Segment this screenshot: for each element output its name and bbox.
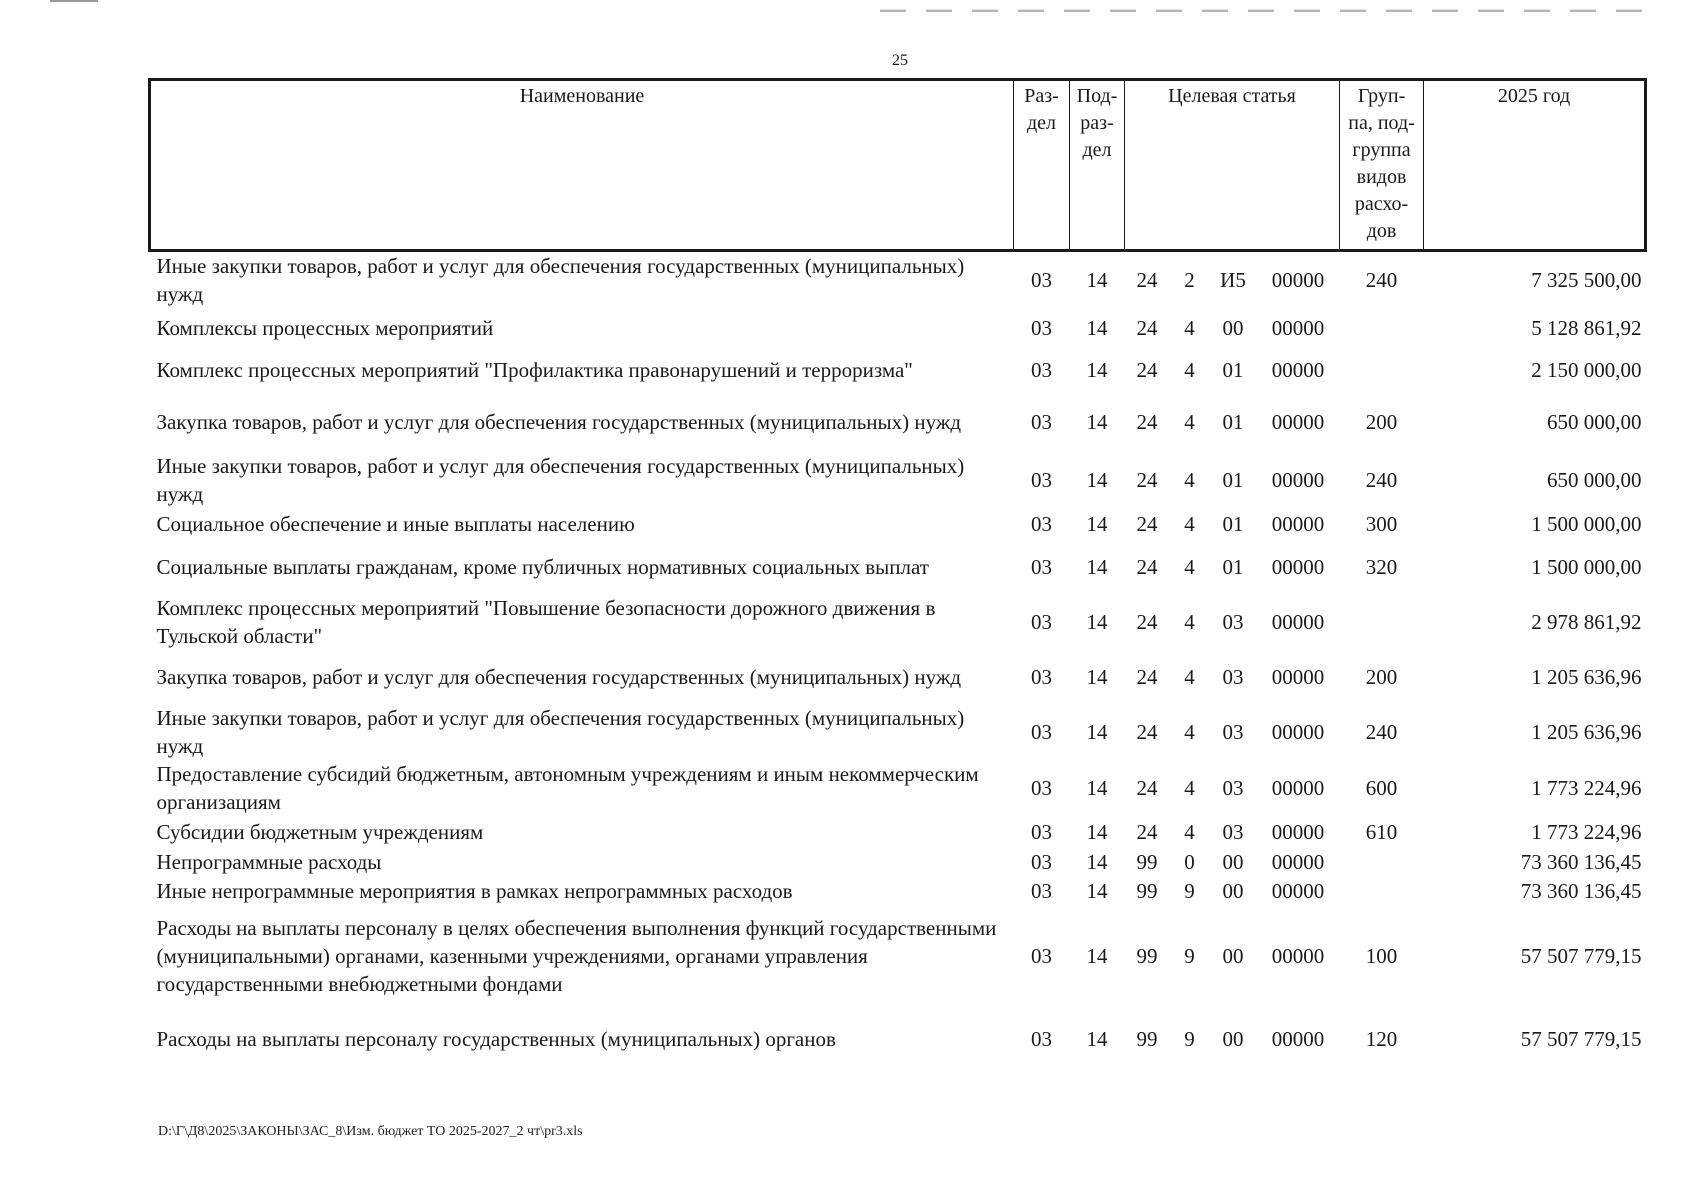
row-podrazdel: 14: [1086, 316, 1108, 340]
row-cs-direction: 00000: [1271, 665, 1325, 689]
table-row: [150, 876, 1646, 906]
row-cs-group: 01: [1222, 555, 1244, 579]
row-cs-group: 00: [1222, 1027, 1244, 1051]
row-cs-program: 24: [1136, 358, 1158, 382]
table-row: [150, 704, 1646, 760]
row-cs-type: 4: [1184, 358, 1195, 382]
row-cs-type: 0: [1184, 850, 1195, 874]
header-podrazdel: Под- раз- дел: [1070, 80, 1125, 251]
row-amount: 1 773 224,96: [1531, 776, 1642, 800]
row-amount: 1 205 636,96: [1531, 665, 1642, 689]
row-amount: 73 360 136,45: [1520, 879, 1642, 903]
row-cs-group: 01: [1222, 358, 1244, 382]
row-cs-type: 4: [1184, 720, 1195, 744]
row-podrazdel: 14: [1086, 410, 1108, 434]
row-name: Иные закупки товаров, работ и услуг для обеспечения государственных (муниципальных) нужд: [156, 254, 965, 306]
row-name: Предоставление субсидий бюджетным, автономным учреждениям и иным некоммерческим организациям: [156, 762, 979, 814]
row-cs-group: 03: [1222, 720, 1244, 744]
row-cs-direction: 00000: [1271, 468, 1325, 492]
row-vid-rashodov: 200: [1365, 665, 1398, 689]
row-cs-program: 24: [1136, 316, 1158, 340]
table-header: [150, 80, 1646, 251]
row-cs-program: 24: [1136, 268, 1158, 292]
row-name: Социальное обеспечение и иные выплаты населению: [156, 512, 635, 536]
row-amount: 1 773 224,96: [1531, 820, 1642, 844]
row-cs-group: И5: [1220, 268, 1246, 292]
row-podrazdel: 14: [1086, 358, 1108, 382]
row-name: Комплексы процессных мероприятий: [156, 316, 494, 340]
row-name: Субсидии бюджетным учреждениям: [156, 820, 484, 844]
row-amount: 2 978 861,92: [1531, 610, 1642, 634]
row-cs-program: 24: [1136, 665, 1158, 689]
row-razdel: 03: [1031, 316, 1052, 340]
header-name: Наименование: [150, 80, 1014, 251]
row-razdel: 03: [1031, 665, 1052, 689]
row-podrazdel: 14: [1086, 879, 1108, 903]
row-name: Социальные выплаты гражданам, кроме публичных нормативных социальных выплат: [156, 555, 929, 579]
header-celevaya-statya: Целевая статья: [1125, 80, 1340, 251]
header-razdel: Раз- дел: [1014, 80, 1070, 251]
row-cs-group: 01: [1222, 468, 1244, 492]
row-amount: 2 150 000,00: [1531, 358, 1642, 382]
row-cs-program: 24: [1136, 720, 1158, 744]
row-cs-group: 01: [1222, 512, 1244, 536]
row-podrazdel: 14: [1086, 944, 1108, 968]
row-amount: 73 360 136,45: [1520, 850, 1642, 874]
row-cs-program: 99: [1136, 879, 1158, 903]
row-cs-group: 01: [1222, 410, 1244, 434]
budget-table: [148, 78, 1647, 1072]
header-gruppa-vidov: Груп- па, под- группа видов расхо- дов: [1340, 80, 1424, 251]
row-amount: 1 500 000,00: [1531, 555, 1642, 579]
row-cs-program: 24: [1136, 610, 1158, 634]
table-row: [150, 308, 1646, 348]
row-cs-type: 2: [1184, 268, 1195, 292]
row-cs-direction: 00000: [1271, 776, 1325, 800]
row-vid-rashodov: 320: [1365, 555, 1398, 579]
row-vid-rashodov: 240: [1365, 720, 1398, 744]
row-name: Непрограммные расходы: [156, 850, 382, 874]
row-vid-rashodov: 120: [1365, 1027, 1398, 1051]
row-podrazdel: 14: [1086, 268, 1108, 292]
row-cs-group: 00: [1222, 316, 1244, 340]
row-cs-direction: 00000: [1271, 850, 1325, 874]
row-razdel: 03: [1031, 720, 1052, 744]
row-vid-rashodov: [1340, 876, 1424, 906]
row-vid-rashodov: 300: [1365, 512, 1398, 536]
row-vid-rashodov: [1340, 594, 1424, 650]
page-number: 25: [892, 52, 908, 69]
row-cs-group: 03: [1222, 820, 1244, 844]
row-cs-direction: 00000: [1271, 610, 1325, 634]
row-podrazdel: 14: [1086, 610, 1108, 634]
row-vid-rashodov: 100: [1365, 944, 1398, 968]
row-razdel: 03: [1031, 879, 1052, 903]
table-row: [150, 760, 1646, 816]
table-row: [150, 392, 1646, 452]
table-row: [150, 348, 1646, 392]
row-razdel: 03: [1031, 268, 1052, 292]
row-cs-program: 24: [1136, 820, 1158, 844]
row-cs-type: 9: [1184, 944, 1195, 968]
row-cs-type: 4: [1184, 610, 1195, 634]
row-cs-type: 4: [1184, 776, 1195, 800]
row-cs-type: 9: [1184, 1027, 1195, 1051]
row-razdel: 03: [1031, 1027, 1052, 1051]
table-row: [150, 816, 1646, 848]
row-cs-program: 99: [1136, 850, 1158, 874]
row-vid-rashodov: 200: [1365, 410, 1398, 434]
scan-artifact-dashes: [880, 0, 1660, 16]
table-row: [150, 540, 1646, 594]
row-cs-program: 99: [1136, 1027, 1158, 1051]
row-cs-direction: 00000: [1271, 358, 1325, 382]
table-row: [150, 1006, 1646, 1072]
row-amount: 650 000,00: [1547, 410, 1642, 434]
row-vid-rashodov: [1340, 348, 1424, 392]
row-cs-direction: 00000: [1271, 820, 1325, 844]
row-cs-direction: 00000: [1271, 316, 1325, 340]
row-cs-group: 03: [1222, 610, 1244, 634]
row-vid-rashodov: 240: [1365, 468, 1398, 492]
row-amount: 1 205 636,96: [1531, 720, 1642, 744]
row-razdel: 03: [1031, 820, 1052, 844]
row-name: Расходы на выплаты персоналу государственных (муниципальных) органов: [156, 1027, 836, 1051]
row-vid-rashodov: 240: [1365, 268, 1398, 292]
row-cs-type: 4: [1184, 316, 1195, 340]
row-podrazdel: 14: [1086, 468, 1108, 492]
row-podrazdel: 14: [1086, 820, 1108, 844]
row-razdel: 03: [1031, 944, 1052, 968]
row-razdel: 03: [1031, 850, 1052, 874]
table-row: [150, 508, 1646, 540]
row-cs-direction: 00000: [1271, 268, 1325, 292]
row-vid-rashodov: [1340, 848, 1424, 876]
row-amount: 5 128 861,92: [1531, 316, 1642, 340]
row-cs-type: 4: [1184, 512, 1195, 536]
row-vid-rashodov: 610: [1365, 820, 1398, 844]
row-cs-program: 99: [1136, 944, 1158, 968]
row-podrazdel: 14: [1086, 720, 1108, 744]
row-cs-group: 00: [1222, 879, 1244, 903]
row-cs-type: 4: [1184, 665, 1195, 689]
row-cs-program: 24: [1136, 410, 1158, 434]
row-amount: 1 500 000,00: [1531, 512, 1642, 536]
row-cs-program: 24: [1136, 776, 1158, 800]
row-cs-direction: 00000: [1271, 720, 1325, 744]
table-row: [150, 906, 1646, 1006]
row-razdel: 03: [1031, 358, 1052, 382]
row-name: Иные непрограммные мероприятия в рамках непрограммных расходов: [156, 879, 793, 903]
row-razdel: 03: [1031, 468, 1052, 492]
row-name: Закупка товаров, работ и услуг для обеспечения государственных (муниципальных) нужд: [156, 410, 962, 434]
row-cs-direction: 00000: [1271, 555, 1325, 579]
row-cs-type: 4: [1184, 410, 1195, 434]
row-name: Иные закупки товаров, работ и услуг для обеспечения государственных (муниципальных) нужд: [156, 706, 965, 758]
header-year: 2025 год: [1424, 80, 1646, 251]
row-podrazdel: 14: [1086, 850, 1108, 874]
row-razdel: 03: [1031, 555, 1052, 579]
row-name: Комплекс процессных мероприятий "Профилактика правонарушений и терроризма": [156, 358, 913, 382]
table-row: [150, 251, 1646, 309]
row-cs-direction: 00000: [1271, 944, 1325, 968]
table-row: [150, 848, 1646, 876]
row-cs-program: 24: [1136, 512, 1158, 536]
footer-file-path: D:\Г\Д8\2025\ЗАКОНЫ\ЗАС_8\Изм. бюджет ТО 2025-2027_2 чт\pr3.xls: [158, 1124, 583, 1139]
scan-artifact: [50, 0, 98, 2]
table-body: [150, 251, 1646, 1073]
row-cs-type: 9: [1184, 879, 1195, 903]
row-amount: 7 325 500,00: [1531, 268, 1642, 292]
row-podrazdel: 14: [1086, 512, 1108, 536]
row-podrazdel: 14: [1086, 555, 1108, 579]
row-cs-group: 00: [1222, 944, 1244, 968]
row-cs-program: 24: [1136, 555, 1158, 579]
row-cs-direction: 00000: [1271, 512, 1325, 536]
row-cs-group: 03: [1222, 665, 1244, 689]
row-podrazdel: 14: [1086, 1027, 1108, 1051]
table-row: [150, 594, 1646, 650]
row-amount: 650 000,00: [1547, 468, 1642, 492]
row-cs-type: 4: [1184, 555, 1195, 579]
row-amount: 57 507 779,15: [1520, 944, 1642, 968]
row-amount: 57 507 779,15: [1520, 1027, 1642, 1051]
row-cs-direction: 00000: [1271, 879, 1325, 903]
row-cs-type: 4: [1184, 468, 1195, 492]
row-name: Расходы на выплаты персоналу в целях обеспечения выполнения функций государственными (муниципальными) органами, казенными учреждениями, органами управления государственными внебюджетными фондами: [156, 916, 997, 996]
row-razdel: 03: [1031, 410, 1052, 434]
row-name: Комплекс процессных мероприятий "Повышение безопасности дорожного движения в Тульской области": [156, 596, 936, 648]
row-cs-group: 00: [1222, 850, 1244, 874]
row-razdel: 03: [1031, 776, 1052, 800]
row-name: Иные закупки товаров, работ и услуг для обеспечения государственных (муниципальных) нужд: [156, 454, 965, 506]
row-podrazdel: 14: [1086, 665, 1108, 689]
row-vid-rashodov: [1340, 308, 1424, 348]
row-cs-type: 4: [1184, 820, 1195, 844]
row-cs-group: 03: [1222, 776, 1244, 800]
row-vid-rashodov: 600: [1365, 776, 1398, 800]
row-podrazdel: 14: [1086, 776, 1108, 800]
row-cs-direction: 00000: [1271, 1027, 1325, 1051]
row-cs-program: 24: [1136, 468, 1158, 492]
table-row: [150, 452, 1646, 508]
row-razdel: 03: [1031, 610, 1052, 634]
table-row: [150, 650, 1646, 704]
row-razdel: 03: [1031, 512, 1052, 536]
row-name: Закупка товаров, работ и услуг для обеспечения государственных (муниципальных) нужд: [156, 665, 962, 689]
row-cs-direction: 00000: [1271, 410, 1325, 434]
